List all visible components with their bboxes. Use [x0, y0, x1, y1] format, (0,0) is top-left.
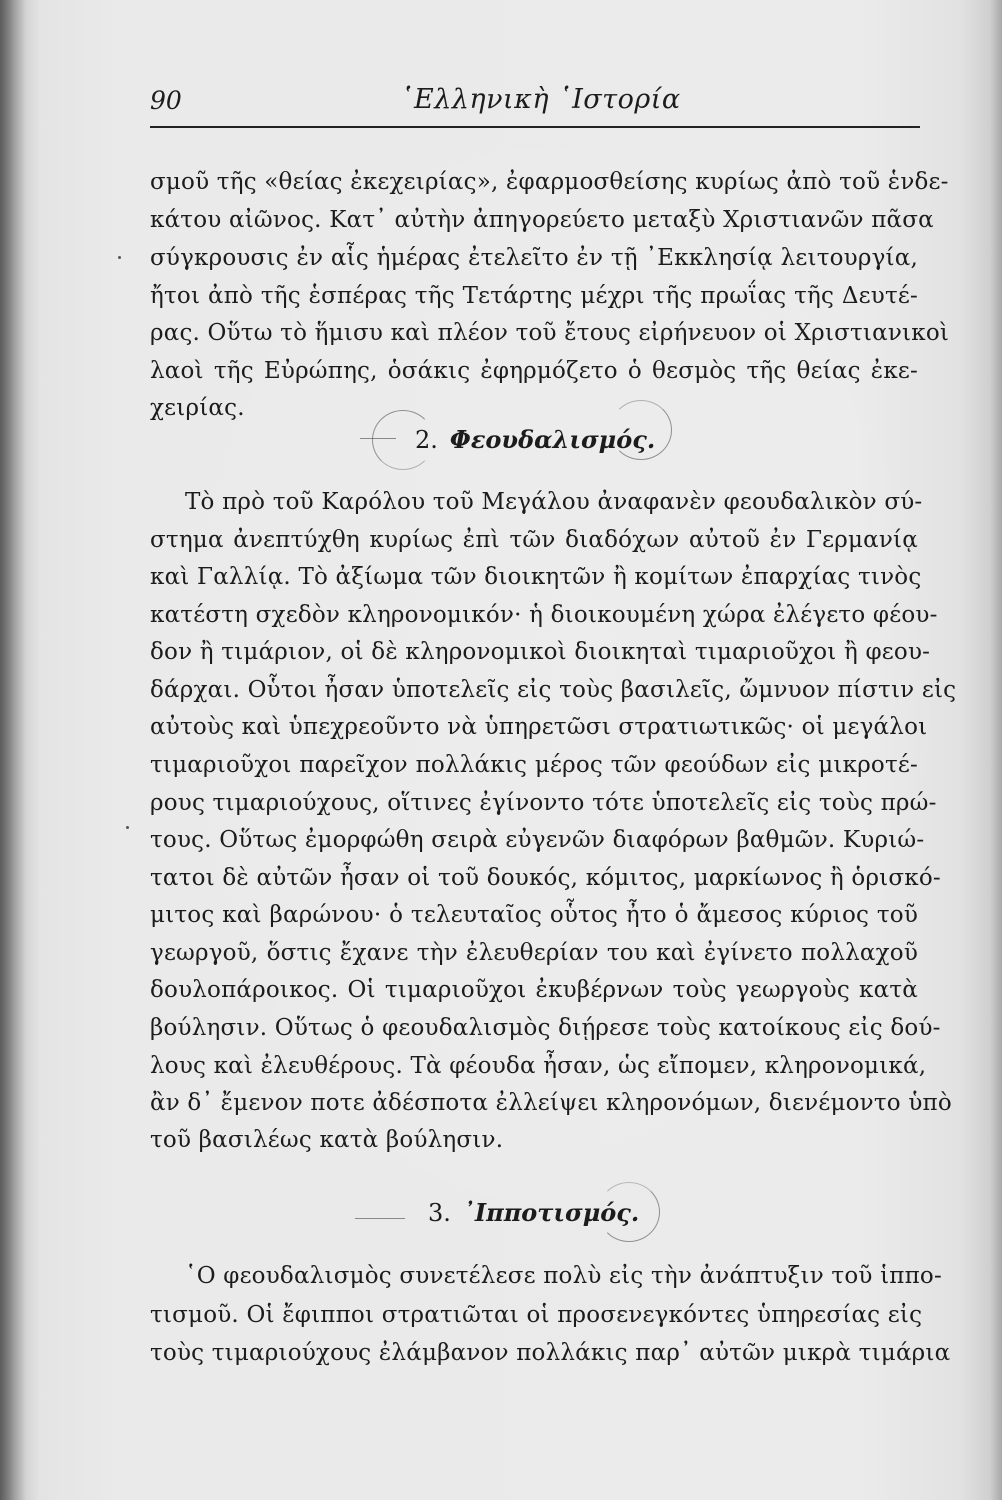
text-line: κατέστη σχεδὸν κληρονομικόν· ἡ διοικουμένη χώρα ἐλέγετο φέου-: [150, 602, 938, 628]
text-line: τισμοῦ. Οἱ ἔφιπποι στρατιῶται οἱ προσενεγκόντες ὑπηρεσίας εἰς: [150, 1302, 923, 1328]
text-line: σμοῦ τῆς «θείας ἐκεχειρίας», ἐφαρμοσθείσης κυρίως ἀπὸ τοῦ ἑνδε-: [150, 169, 949, 195]
text-line: γεωργοῦ, ὅστις ἔχανε τὴν ἐλευθερίαν του καὶ ἐγίνετο πολλαχοῦ: [150, 940, 918, 966]
running-title: ῾Ελληνικὴ ῾Ιστορία: [400, 84, 681, 115]
text-line: κάτου αἰῶνος. Κατ᾽ αὐτὴν ἀπηγορεύετο μεταξὺ Χριστιανῶν πᾶσα: [150, 207, 934, 233]
text-line: ῾Ο φεουδαλισμὸς συνετέλεσε πολὺ εἰς τὴν ἀνάπτυξιν τοῦ ἱππο-: [185, 1263, 942, 1289]
text-line: τοὺς τιμαριούχους ἐλάμβανον πολλάκις παρ᾽ αὐτῶν μικρὰ τιμάρια: [150, 1340, 951, 1366]
text-line: βούλησιν. Οὕτως ὁ φεουδαλισμὸς διῄρεσε τοὺς κατοίκους εἰς δού-: [150, 1015, 941, 1041]
text-line: δον ἢ τιμάριον, οἱ δὲ κληρονομικοὶ διοικηταὶ τιμαριοῦχοι ἢ φεου-: [150, 639, 931, 665]
text-line: ἤτοι ἀπὸ τῆς ἑσπέρας τῆς Τετάρτης μέχρι τῆς πρωΐας τῆς Δευτέ-: [150, 283, 918, 309]
margin-speck: [118, 256, 121, 259]
text-line: καὶ Γαλλίᾳ. Τὸ ἀξίωμα τῶν διοικητῶν ἢ κομίτων ἐπαρχίας τινὸς: [150, 564, 922, 590]
section-title: Φεουδαλισμός.: [449, 425, 656, 454]
text-line: τατοι δὲ αὐτῶν ἦσαν οἱ τοῦ δουκός, κόμιτος, μαρκίωνος ἢ ὁρισκό-: [150, 865, 941, 891]
text-line: ρους τιμαριούχους, οἵτινες ἐγίνοντο τότε ὑποτελεῖς εἰς τοὺς πρώ-: [150, 790, 937, 816]
text-line: λαοὶ τῆς Εὐρώπης, ὁσάκις ἐφηρμόζετο ὁ θεσμὸς τῆς θείας ἐκε-: [150, 358, 918, 384]
text-line: λους καὶ ἐλευθέρους. Τὰ φέουδα ἦσαν, ὡς εἴπομεν, κληρονομικά,: [150, 1053, 927, 1079]
text-line: χειρίας.: [150, 395, 245, 421]
text-line: δουλοπάροικος. Οἱ τιμαριοῦχοι ἐκυβέρνων τοὺς γεωργοὺς κατὰ: [150, 977, 918, 1003]
margin-speck: [126, 826, 129, 829]
pencil-bracket-right: [598, 1182, 660, 1242]
text-line: τοῦ βασιλέως κατὰ βούλησιν.: [150, 1127, 504, 1153]
text-line: ρας. Οὕτω τὸ ἥμισυ καὶ πλέον τοῦ ἔτους εἰρήνευον οἱ Χριστιανικοὶ: [150, 320, 950, 346]
text-line: αὐτοὺς καὶ ὑπεχρεοῦντο νὰ ὑπηρετῶσι στρατιωτικῶς· οἱ μεγάλοι: [150, 714, 928, 740]
pencil-bracket-right: [610, 400, 672, 460]
section-number: 3.: [428, 1199, 451, 1227]
text-line: τιμαριοῦχοι παρεῖχον πολλάκις μέρος τῶν φεούδων εἰς μικροτέ-: [150, 752, 918, 778]
text-line: ἂν δ᾽ ἔμενον ποτε ἀδέσποτα ἐλλείψει κληρονόμων, διενέμοντο ὑπὸ: [150, 1090, 952, 1116]
spine-shadow: [0, 0, 26, 1500]
section-title: ᾿Ιπποτισμός.: [462, 1198, 640, 1227]
text-line: στημα ἀνεπτύχθη κυρίως ἐπὶ τῶν διαδόχων αὐτοῦ ἐν Γερμανίᾳ: [150, 527, 918, 553]
pencil-mark: [355, 1218, 405, 1219]
text-line: τους. Οὕτως ἐμορφώθη σειρὰ εὐγενῶν διαφόρων βαθμῶν. Κυριώ-: [150, 827, 925, 853]
text-line: Τὸ πρὸ τοῦ Καρόλου τοῦ Μεγάλου ἀναφανὲν φεουδαλικὸν σύ-: [185, 489, 923, 515]
section-number: 2.: [415, 426, 438, 454]
header-rule: [150, 126, 920, 128]
text-line: μιτος καὶ βαρώνου· ὁ τελευταῖος οὗτος ἦτο ὁ ἄμεσος κύριος τοῦ: [150, 902, 918, 928]
text-line: σύγκρουσις ἐν αἷς ἡμέρας ἐτελεῖτο ἐν τῇ ᾿Εκκλησίᾳ λειτουργία,: [150, 245, 918, 271]
page-header: [150, 84, 922, 124]
text-line: δάρχαι. Οὗτοι ἦσαν ὑποτελεῖς εἰς τοὺς βασιλεῖς, ὤμνυον πίστιν εἰς: [150, 677, 957, 703]
page-number: 90: [150, 86, 182, 115]
